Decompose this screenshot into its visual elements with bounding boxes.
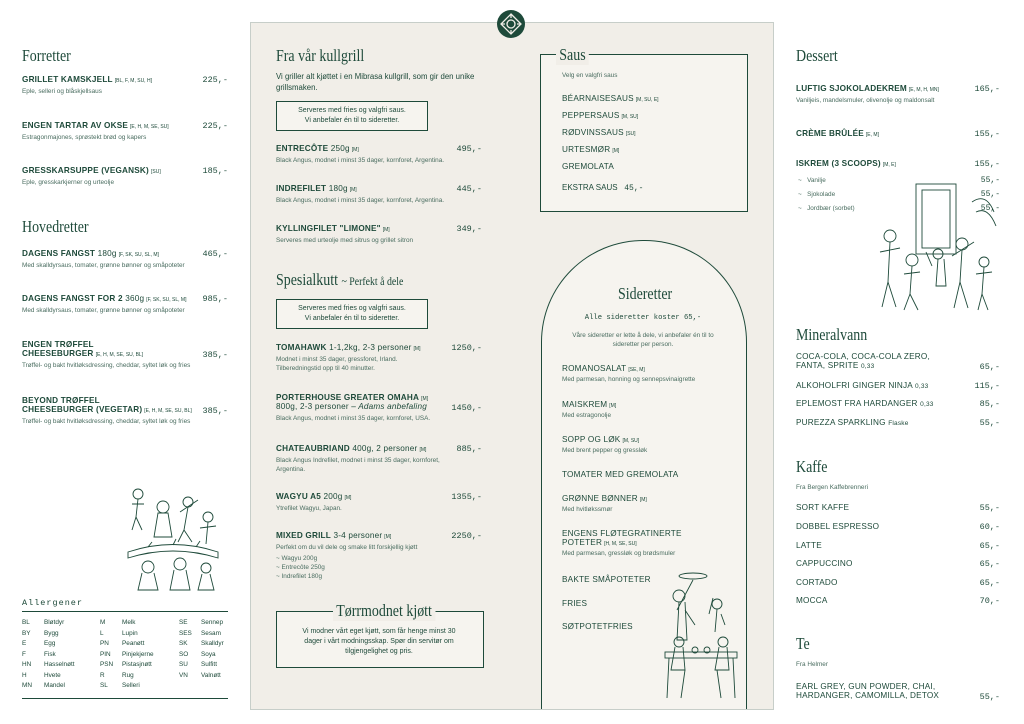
price: 85,- xyxy=(979,399,1000,409)
price: 385,- xyxy=(202,406,228,416)
torrmodnet-text: Vi modner vårt eget kjøtt, som får henge minst 30 dager i vårt modningsskap. Spør din servitør om tilgjengelighet og pris. xyxy=(302,628,456,655)
te-heading: Te xyxy=(796,634,810,653)
price: 155,- xyxy=(974,159,1000,169)
allergen-entry: PIN Pinjekjerne xyxy=(100,650,154,658)
menu-item: CHATEAUBRIAND 400g, 2 personer [M] 885,- Black Angus Indrefilet, modnet i minst 35 dager, kornforet, Argentina. xyxy=(276,444,482,473)
price: 349,- xyxy=(456,224,482,234)
price: 885,- xyxy=(456,444,482,454)
price: 65,- xyxy=(979,362,1000,372)
allergen-entry: SU Sulfitt xyxy=(179,661,217,668)
price: 2250,- xyxy=(451,531,482,541)
te-sub: Fra Helmer xyxy=(796,661,828,668)
allergen-entry: H Hvete xyxy=(22,671,61,679)
price: 985,- xyxy=(202,294,228,304)
grill-note-box: Serveres med fries og valgfri saus. Vi anbefaler én til to sideretter. xyxy=(276,101,428,131)
allergen-entry: SL Selleri xyxy=(100,682,140,689)
saus-item: PEPPERSAUS [M, SU] xyxy=(562,111,639,120)
allergen-entry: L Lupin xyxy=(100,629,138,637)
side-item: GRØNNE BØNNER [M] Med hvitløkssmør xyxy=(562,494,647,513)
menu-item: DAGENS FANGST 180g [F, SK, SU, SL, M] 465,- Med skalldyrsaus, tomater, grønne bønner og småpoteter xyxy=(22,249,228,269)
sideretter-price: Alle sideretter koster 65,- xyxy=(584,314,702,322)
allergen-entry: PSN Pistasjnøtt xyxy=(100,661,152,668)
drink-item: ALKOHOLFRI GINGER NINJA 0,33 115,- xyxy=(796,381,1000,391)
scoop-item: ~ Jordbær (sorbet) 55,- xyxy=(798,204,1000,213)
menu-item: ENTRECÔTE 250g [M] 495,- Black Angus, modnet i minst 35 dager, kornforet, Argentina. xyxy=(276,144,482,164)
drink-item: PUREZZA SPARKLING Flaske 55,- xyxy=(796,418,1000,428)
forretter-heading: Forretter xyxy=(22,46,71,65)
drink-item: CORTADO 65,- xyxy=(796,578,1000,588)
menu-item: GRESSKARSUPPE (VEGANSK) [SU] 185,- Eple, gresskarkjerner og urteolje xyxy=(22,166,228,186)
side-item: SØTPOTETFRIES xyxy=(562,622,633,631)
menu-item: ENGEN TARTAR AV OKSE [E, H, M, SE, SU] 225,- Estragonmajones, sprøstekt brød og kapers xyxy=(22,121,228,141)
allergen-entry: R Rug xyxy=(100,671,134,679)
allergen-entry: SES Sesam xyxy=(179,629,221,637)
drink-item: LATTE 65,- xyxy=(796,541,1000,551)
divider xyxy=(22,611,228,612)
saus-list xyxy=(562,94,732,179)
grill-intro: Vi griller alt kjøttet i en Mibrasa kullgrill, som gir den unike grillsmaken. xyxy=(276,72,475,92)
saus-sub: Velg en valgfri saus xyxy=(562,72,618,79)
drink-item: COCA-COLA, COCA-COLA ZERO, FANTA, SPRITE 0,33 65,- xyxy=(796,352,1000,372)
saus-item: GREMOLATA xyxy=(562,162,614,171)
menu-item: ENGEN TRØFFEL CHEESEBURGER [E, H, M, SE, SU, BL] 385,- Trøffel- og bakt hvitløksdressing, cheddar, syltet løk og fries xyxy=(22,340,228,369)
price: 55,- xyxy=(979,503,1000,513)
grill-heading: Fra vår kullgrill xyxy=(276,46,365,65)
allergen-entry: SE Sennep xyxy=(179,619,224,626)
menu-item: MIXED GRILL 3-4 personer [M] 2250,- Perfekt om du vil dele og smake litt forskjellig kjøtt ~ Wagyu 200g ~ Entrecôte 250g ~ Indrefilet 180g xyxy=(276,531,482,580)
allergen-entry: M Melk xyxy=(100,619,136,626)
price: 65,- xyxy=(979,559,1000,569)
price: 55,- xyxy=(979,418,1000,428)
hovedretter-heading: Hovedretter xyxy=(22,217,89,236)
sideretter-heading: Sideretter xyxy=(618,284,673,303)
side-item: BAKTE SMÅPOTETER xyxy=(562,575,651,584)
allergen-entry: SO Soya xyxy=(179,650,216,658)
side-item: MAISKREM [M] Med estragonolje xyxy=(562,400,617,419)
allergener-heading: Allergener xyxy=(22,598,84,608)
drink-item: DOBBEL ESPRESSO 60,- xyxy=(796,522,1000,532)
saus-item: RØDVINSSAUS [SU] xyxy=(562,128,636,137)
price: 225,- xyxy=(202,75,228,85)
price: 115,- xyxy=(974,381,1000,391)
price: 385,- xyxy=(202,350,228,360)
saus-item: BÉARNAISESAUS [M, SU, E] xyxy=(562,94,659,103)
allergen-entry: F Fisk xyxy=(22,650,56,658)
drink-item: EPLEMOST FRA HARDANGER 0,33 85,- xyxy=(796,399,1000,409)
mineralvann-heading: Mineralvann xyxy=(796,325,868,344)
menu-item: LUFTIG SJOKOLADEKREM [E, M, H, MN] 165,- Vaniljeis, mandelsmuler, olivenolje og maldonsalt xyxy=(796,84,1000,104)
diners-illustration xyxy=(118,482,228,592)
torrmodnet-heading: Tørrmodnet kjøtt xyxy=(333,601,435,621)
menu-item: CRÈME BRÛLÉE [E, M] 155,- xyxy=(796,129,1000,139)
menu-item: GRILLET KAMSKJELL [BL, F, M, SU, H] 225,- Eple, selleri og blåskjellsaus xyxy=(22,75,228,95)
drink-item: CAPPUCCINO 65,- xyxy=(796,559,1000,569)
allergen-entry: VN Valnøtt xyxy=(179,671,221,679)
allergen-entry: BL Bløtdyr xyxy=(22,619,65,626)
price: 70,- xyxy=(979,596,1000,606)
spesial-heading: Spesialkutt ~ Perfekt å dele xyxy=(276,270,404,289)
price: 445,- xyxy=(456,184,482,194)
logo-emblem xyxy=(496,9,526,39)
price: 65,- xyxy=(979,541,1000,551)
dessert-heading: Dessert xyxy=(796,46,838,65)
menu-item: ISKREM (3 SCOOPS) [M, E] 155,- xyxy=(796,159,1000,169)
extra-saus: EKSTRA SAUS 45,- xyxy=(562,183,644,193)
menu-item: BEYOND TRØFFEL CHEESEBURGER (VEGETAR) [E, H, M, SE, SU, BL] 385,- Trøffel- og bakt hvitløksdressing, cheddar, syltet løk og fries xyxy=(22,396,228,425)
menu-item: INDREFILET 180g [M] 445,- Black Angus, modnet i minst 35 dager, kornforet, Argentina. xyxy=(276,184,482,204)
side-item: SOPP OG LØK [M, SU] Med brent pepper og gressløk xyxy=(562,435,648,454)
sideretter-sub: Våre sideretter er lette å dele, vi anbefaler én til to sideretter per person. xyxy=(572,332,714,348)
side-item: ROMANOSALAT [SE, M] Med parmesan, honning og sennepsvinaigrette xyxy=(562,364,696,383)
party-illustration xyxy=(876,182,1000,312)
side-item: TOMATER MED GREMOLATA xyxy=(562,470,679,479)
waiter-illustration xyxy=(655,570,745,700)
kaffe-heading: Kaffe xyxy=(796,457,828,476)
divider xyxy=(22,698,228,699)
drink-item: MOCCA 70,- xyxy=(796,596,1000,606)
price: 465,- xyxy=(202,249,228,259)
price: 155,- xyxy=(974,129,1000,139)
menu-item: PORTERHOUSE GREATER OMAHA [M] 800g, 2-3 personer – Adams anbefaling 1450,- Black Angus, modnet i minst 35 dager, kornforet, USA. xyxy=(276,393,482,422)
price: 495,- xyxy=(456,144,482,154)
allergen-entry xyxy=(179,682,201,689)
drink-item: EARL GREY, GUN POWDER, CHAI, HARDANGER, CAMOMILLA, DETOX 55,- xyxy=(796,682,1000,702)
allergen-entry: BY Bygg xyxy=(22,629,59,637)
side-item: FRIES xyxy=(562,599,588,608)
allergen-entry: PN Peanøtt xyxy=(100,640,145,647)
price: 1250,- xyxy=(451,343,482,353)
scoop-item: ~ Sjokolade 55,- xyxy=(798,190,1000,199)
menu-item: KYLLINGFILET "LIMONE" [M] 349,- Serveres med urteolje med sitrus og grillet sitron xyxy=(276,224,482,244)
drink-item: SORT KAFFE 55,- xyxy=(796,503,1000,513)
kaffe-sub: Fra Bergen Kaffebrenneri xyxy=(796,484,868,491)
menu-item: TOMAHAWK 1-1,2kg, 2-3 personer [M] 1250,- Modnet i minst 35 dager, gressforet, Irland. Tilberedningstid opp til 40 minutter. xyxy=(276,343,482,372)
scoop-item: ~ Vanilje 55,- xyxy=(798,176,1000,185)
side-item: ENGENS FLØTEGRATINERTE POTETER [H, M, SE, SU] Med parmesan, gressløk og brødsmuler xyxy=(562,529,682,557)
price: 65,- xyxy=(979,578,1000,588)
price: 1450,- xyxy=(451,403,482,413)
saus-item: URTESMØR [M] xyxy=(562,145,620,154)
price: 55,- xyxy=(979,692,1000,702)
allergen-entry: MN Mandel xyxy=(22,682,65,689)
spesial-note-box: Serveres med fries og valgfri saus. Vi anbefaler én til to sideretter. xyxy=(276,299,428,329)
menu-item: WAGYU A5 200g [M] 1355,- Ytrefilet Wagyu, Japan. xyxy=(276,492,482,512)
price: 225,- xyxy=(202,121,228,131)
allergen-entry: HN Hasselnøtt xyxy=(22,661,75,668)
allergen-entry: SK Skalldyr xyxy=(179,640,224,647)
price: 165,- xyxy=(974,84,1000,94)
price: 185,- xyxy=(202,166,228,176)
allergen-entry: E Egg xyxy=(22,640,56,647)
menu-item: DAGENS FANGST FOR 2 360g [F, SK, SU, SL, M] 985,- Med skalldyrsaus, tomater, grønne bønner og småpoteter xyxy=(22,294,228,314)
price: 1355,- xyxy=(451,492,482,502)
saus-heading: Saus xyxy=(556,45,589,65)
price: 60,- xyxy=(979,522,1000,532)
